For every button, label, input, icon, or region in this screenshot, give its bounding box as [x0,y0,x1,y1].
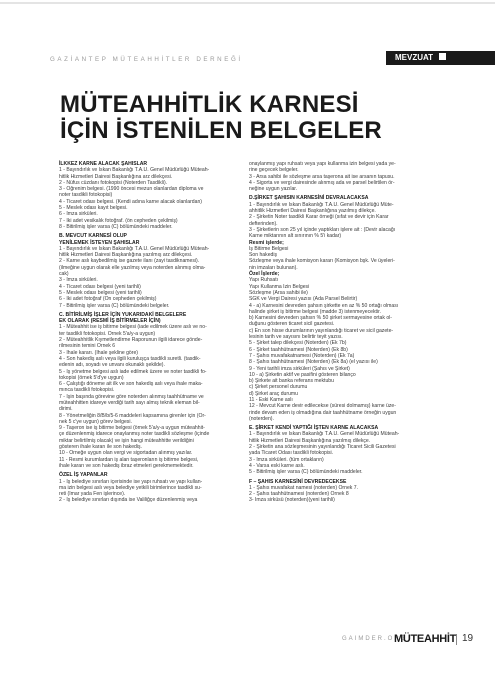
text-line: miktar belirtilmiş olacak) ve işin hangi müteahhitte verildiğini [59,437,194,444]
text-line: cak) [59,271,69,278]
text-line: 7 - Şahıs muvafakatnamesi (Noterden) (Ek 7a) [249,352,355,359]
footer-site: GAIMDER.ORG [342,636,408,642]
section-heading: Özel İşlerde; [249,271,280,278]
text-line: rinde devam eden iş olmadığına dair taahhütname örneğin uygun [249,409,397,416]
text-line: 1 - Bayındırlık ve İskan Bakanlığı T.A.U. Genel Müdürlüğü Müteah- [249,431,400,438]
square-icon [439,53,446,60]
section-heading: YENİLEMEK İSTEYEN ŞAHISLAR [59,239,140,246]
section-heading: ÖZEL İŞ YAPANLAR [59,472,108,479]
text-line: 3 - Arsa sahibi ile sözleşme arsa taşerona ait ise arsanın tapusu. [249,173,395,180]
text-line: 1 - Müteahhit ise iş bitirme belgesi (iade edilmek üzere aslı ve no- [59,324,207,331]
text-line: 2 - Karne aslı kaybedilmiş ise gazete ilanı (zayi tasdiknamesi). [59,258,200,265]
text-line: 9 - Taşeron ise iş bitirme belgesi (örnek 5'a/y-a uygun müteahhit- [59,425,205,432]
text-line: 2 - Şahıs taahhütnamesi (noterden) Örnek 8 [249,491,349,498]
text-line: 4 - a) Karnesini devreden şahsın şirkette en az % 50 ortağı olması [249,302,399,309]
footer-divider [456,634,457,645]
text-line: 3 - İmza sirküleri. (tüm ortakların) [249,456,324,463]
text-line: 5 - Bitirilmiş işler varsa (C) bölümündeki maddeler. [249,469,363,476]
section-tag-label: MEVZUAT [395,53,434,62]
section-heading: İLKKEZ KARNE ALACAK ŞAHISLAR [59,161,148,167]
page-footer [0,633,495,647]
text-line: hitlik Hizmetleri Dairesi Başkanlığına yazılmış arz dilekçesi. [59,252,193,259]
text-line: 5 - Meslek odası belgesi (yeni tarihli) [59,289,142,296]
section-heading: B. MEVCUT KARNESİ OLUP [59,233,127,240]
text-line: 6 - İki adet fotoğraf (Ön cepheden çekilmiş) [59,296,157,303]
text-line: mınca tasdikli fotokopisi. [59,387,115,394]
text-line: 2 - Şirketin ana sözleşmesinin yayınlandığı Ticaret Sicili Gazetesi [249,444,396,451]
text-line: müteahhitten idareye verdiği tarih sayı almış teknik eleman bil- [59,399,200,406]
text-line: 7 - İşin başında görevine göre noterden alınmış taahhütname ve [59,393,204,400]
text-line: lesinin tarih ve sayısını belirtir teyit yazısı. [249,334,343,341]
page-title-line-2: İÇİN İSTENİLEN BELGELER [60,117,382,144]
text-line: 11 - Resmi kurumlardan iş alan taşeronların iş bitirme belgesi, [59,456,199,463]
text-line: reti (İmar yada Fen işlerince). [59,491,126,498]
section-heading: F – ŞAHIS KARNESİNİ DEVREDECEKSE [249,478,347,485]
text-line: Son hakediş [249,252,278,259]
text-line: ma izin belgesi aslı veya belediye yetkili birimlerince tasdikli su- [59,484,202,491]
text-line: 4 - Ticaret odası belgesi (yeni tarihli) [59,283,141,290]
section-heading: D.ŞİRKET ŞAHISIN KARNESİNİ DEVRALACAKSA [249,195,369,202]
text-line: 4 - Son hakediş aslı veya ilgili kuruluşça tasdikli suretli. (tasdik- [59,355,201,362]
text-line: Sözleşme (Arsa sahibi ile) [249,289,308,296]
text-line: dirimi. [59,406,73,413]
section-heading: EK OLARAK (RESMİ İŞ BİTİRMELER İÇİN) [59,318,161,325]
page-number: 19 [462,633,474,644]
text-line: tokopisi (örnek 5'd'ye uygun) [59,374,124,381]
text-line: 4 - Ticaret odası belgesi. (Kendi adına karne alacak olanlardan) [59,198,202,205]
text-line: 1 - Bayındırlık ve İskan Bakanlığı T.A.U. Genel Müdürlüğü Müte- [249,201,394,208]
text-line: 12 - Mevcut Karne devir edilecekse (süresi dolmamış) karne üze- [249,403,396,410]
text-line: 2 - Şirketin Noter tasdikli Karar örneği (sıfat ve devir için Karar [249,214,389,221]
text-line: b) Karnesini devreden şahsın % 50 şirket sermayesine ortak ol- [249,315,392,322]
text-line: 4 - Sigorta ve vergi dairesinde alınmış ada ve parsel belirtilen ör- [249,179,395,186]
text-line: 5 - Meslek odası kayıt belgesi. [59,205,128,212]
text-line: 1 - Bayındırlık ve İskan Bakanlığı T.A.U. Genel Müdürlüğü Müteah- [59,245,210,252]
text-line: nek 5 c'ye uygun) görev belgesi. [59,418,132,425]
text-line: 1 - Şahıs muvafakat namesi (noterden) Örnek 7. [249,484,359,491]
text-line: noter tasdikli fotokopisi) [59,192,113,199]
text-line: SGK ve Vergi Dairesi yazısı (Ada Parsel Belirtir) [249,296,358,303]
association-name: GAZİANTEP MÜTEAHHİTLER DERNEĞİ [50,56,243,63]
text-line: 6 - İmza sirküleri. [59,211,98,218]
text-line: 7 - İki adet vesikalık fotoğraf. (ön cepheden çekilmiş) [59,217,178,224]
text-line: gösteren ihale kararı ile son hakediş. [59,444,142,451]
text-line: 1 - İş belediye sınırları içerisinde ise yapı ruhsatı ve yapı kullan- [59,478,203,485]
text-line: 5 - İş yönetme belgesi aslı iade edilmek üzere ve noter tasdikli fo- [59,368,207,375]
text-line: 6 - Çalıştığı döneme ait ilk ve son hakediş aslı veya ihale maka- [59,381,203,388]
text-line: hitlik Hizmetleri Dairesi Başkanlığına arz dilekçesi. [59,173,173,180]
text-line: çe düzenlenmiş idarece onaylanmış noter tasdikli sözleşme (içinde [59,431,210,438]
text-line: 8 - Şahıs taahhütnamesi (Noterden) (Ek 8a) (el yazısı ile) [249,359,378,366]
text-line: nin imzaları bulunan). [249,264,298,271]
text-line: 4 - Varsa eski karne aslı. [249,462,305,469]
text-line: b) Şirkete ait banka referans mektubu [249,378,334,385]
page-title [60,92,460,144]
text-line: Sözleşme veya ihale komisyon kararı (Komisyon bşk. Ve üyeleri- [249,258,395,265]
text-line: neğine uygun yazılar. [249,186,298,193]
text-line: 3 - İmza sirküleri. [59,277,98,284]
section-heading: C. BİTİRİLMİŞ İŞLER İÇİN YUKARIDAKİ BELGELERE [59,311,187,318]
page-title-line-1: MÜTEAHHİTLİK KARNESİ [60,91,359,118]
text-line: 6 - Şirket taahhütnamesi (Noterden) (Ek 8b) [249,346,348,353]
text-line: (noterden). [249,415,274,422]
text-line: 3 - İhale kararı. (İhale şekline göre) [59,349,138,356]
text-line: 7 - Bitirilmiş işler varsa (C) bölümündeki belgeler. [59,302,170,309]
text-line: 10 - Örneğe uygun olan vergi ve sigortadan alınmış yazılar. [59,450,193,457]
text-line: ahhitlik Hizmetleri Dairesi Başkanlığına yazılmış dilekçe. [249,208,376,215]
text-line: defterinden). [249,220,278,227]
text-line: hitlik Hizmetleri Dairesi Başkanlığına yazılmış dilekçe. [249,437,371,444]
left-column [59,161,247,504]
text-line: Yapı Ruhsatı [249,277,279,284]
section-heading: Resmi işlerde; [249,239,284,246]
text-line: yada Ticaret Odası tasdikli fotokopisi. [249,450,334,457]
text-line: rilmesinin temini Örnek 6 [59,343,116,350]
section-heading: E. ŞİRKET KENDİ YAPTIĞI İŞTEN KARNE ALACAKSA [249,425,379,432]
text-line: 3 - Öğrenim belgesi. (1990 öncesi mezun olanlardan diploma ve [59,186,204,193]
text-line: halinde şirket iş bitirme belgesi (madde 3) istenmeyecektir. [249,308,381,315]
text-line: ter tasdikli fotokopisi. Örnek 5'a/y-a uygun) [59,330,156,337]
top-rule [0,2,495,4]
footer-brand: MÜTEAHHİT [394,633,457,645]
text-line: 11 - Eski Karne aslı [249,396,293,403]
text-line: 10 - a) Şirketin aktif ve pasifini gösteren bilanço [249,371,356,378]
text-line: 3 - Şirketlerin son 25 yıl içinde yaptıkları işlere ait : (Devir alacağı [249,226,396,233]
text-line: 5 - Şirket talep dilekçesi (Noterden) (Ek 7b) [249,340,347,347]
text-line: (ilmeğine uygun olarak elle yazılmış veya noterden alınmış olma- [59,264,206,271]
text-line: d) Şirket araç durumu [249,390,298,397]
text-line: duğunu gösteren ticaret sicil gazetesi. [249,321,335,328]
text-line: 2 - Müteahhitlik Kıymetlendirme Raporunun ilgili idarece gönde- [59,337,203,344]
text-line: c) En son hisse durumlarının yayınlandığı ticaret ve sicil gazete- [249,327,394,334]
text-line: edenin adı, soyadı ve unvanı okunaklı şekilde). [59,362,165,369]
text-line: 8 - Bitirilmiş işler varsa (C) bölümündeki maddeler. [59,223,173,230]
text-line: Yapı Kullanma İzin Belgesi [249,283,310,290]
text-line: ihale kararı ve son hakediş ibraz etmeleri gerekmemektedir. [59,462,194,469]
text-line: 2 - İş belediye sınırları dışında ise Valiliğçe düzenlenmiş veya [59,497,198,504]
text-line: 9 - Yeni tarihli imza sirküleri (Şahıs ve Şirket) [249,365,350,372]
right-column [249,161,437,504]
text-line: Karne miktarının alt sınırının % 5'i kadar) [249,233,342,240]
section-tag [386,51,495,65]
text-line: 1 - Bayındırlık ve İskan Bakanlığı T.A.U. Genel Müdürlüğü Müteah- [59,167,210,174]
text-line: 3- İmza sirküsü (noterden)(yeni tarihli) [249,497,335,504]
text-line: rine geçecek belgeler. [249,167,299,174]
text-line: İş Bitirme Belgesi [249,245,289,252]
text-line: 8 - Yönetmeliğin 8/B/b/5-6 maddeleri kapsamına girenler için (Ör- [59,412,206,419]
text-line: c) Şirket personel durumu [249,384,308,391]
text-line: 2 - Nüfus cüzdanı fotokopisi (Noterden Tasdikli). [59,179,168,186]
text-line: onaylanmış yapı ruhsatı veya yapı kullanma izin belgesi yada ye- [249,161,396,167]
